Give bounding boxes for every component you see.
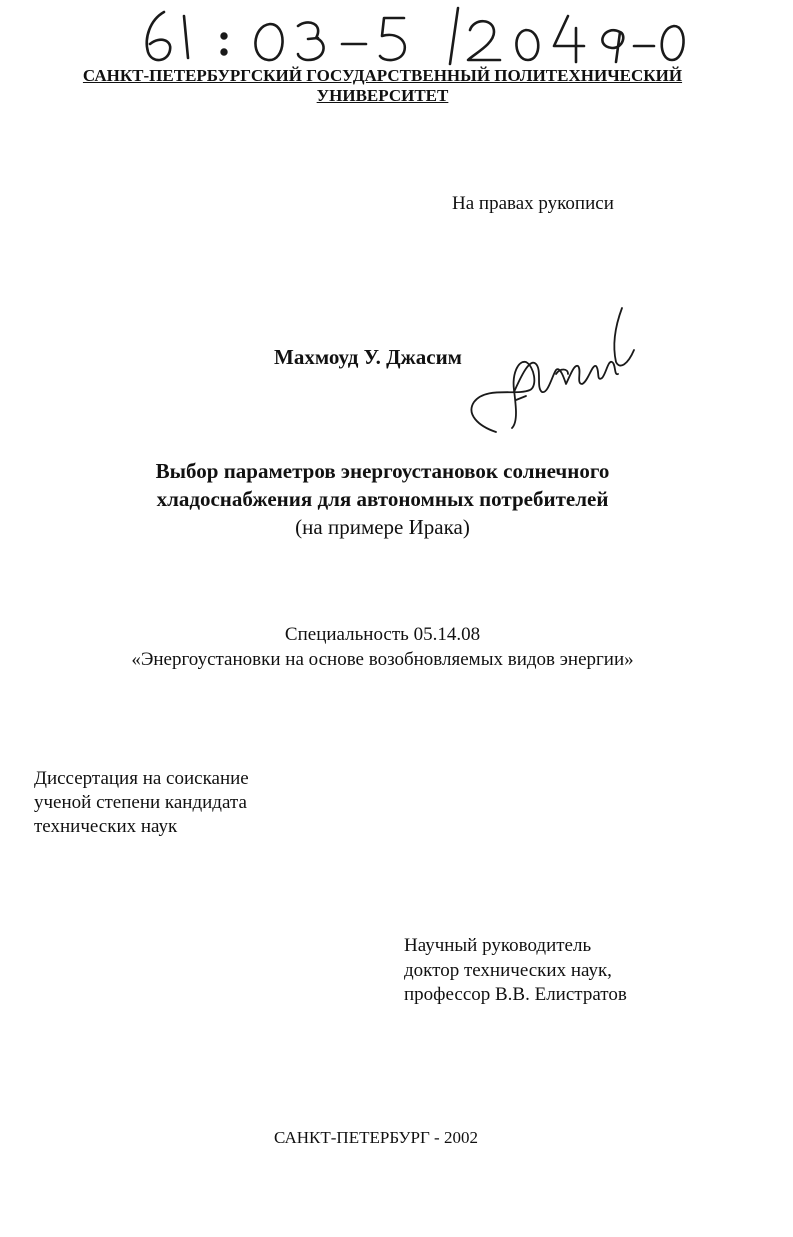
degree-statement-line2: ученой степени кандидата [34,792,247,813]
dissertation-title [0,457,779,541]
title-line2: хладоснабжения для автономных потребителей [156,487,609,511]
title-line1: Выбор параметров энергоустановок солнечного [155,459,610,483]
author-name: Махмоуд У. Джасим [274,345,462,369]
author-signature [456,304,640,438]
title-subtitle: (на примере Ирака) [295,515,470,539]
supervisor-name: профессор В.В. Елистратов [404,984,627,1005]
manuscript-rights-note: На правах рукописи [452,193,614,214]
university-name-line2: УНИВЕРСИТЕТ [316,86,449,105]
handwritten-archive-code [128,2,688,68]
supervisor-degree: доктор технических наук, [404,959,612,981]
specialty-block [0,622,779,672]
supervisor-role: Научный руководитель [404,935,592,956]
supervisor-block [404,934,627,1008]
degree-statement-line3: технических наук [34,816,178,837]
specialty-name: «Энергоустановки на основе возобновляемых видов энергии» [131,649,634,670]
specialty-code: Специальность 05.14.08 [284,624,481,645]
degree-statement [34,767,249,839]
city-year: САНКТ-ПЕТЕРБУРГ - 2002 [274,1128,478,1147]
university-name-line1: САНКТ-ПЕТЕРБУРГСКИЙ ГОСУДАРСТВЕННЫЙ ПОЛИТЕХНИЧЕСКИЙ [82,66,683,85]
degree-statement-line1: Диссертация на соискание [34,768,249,789]
